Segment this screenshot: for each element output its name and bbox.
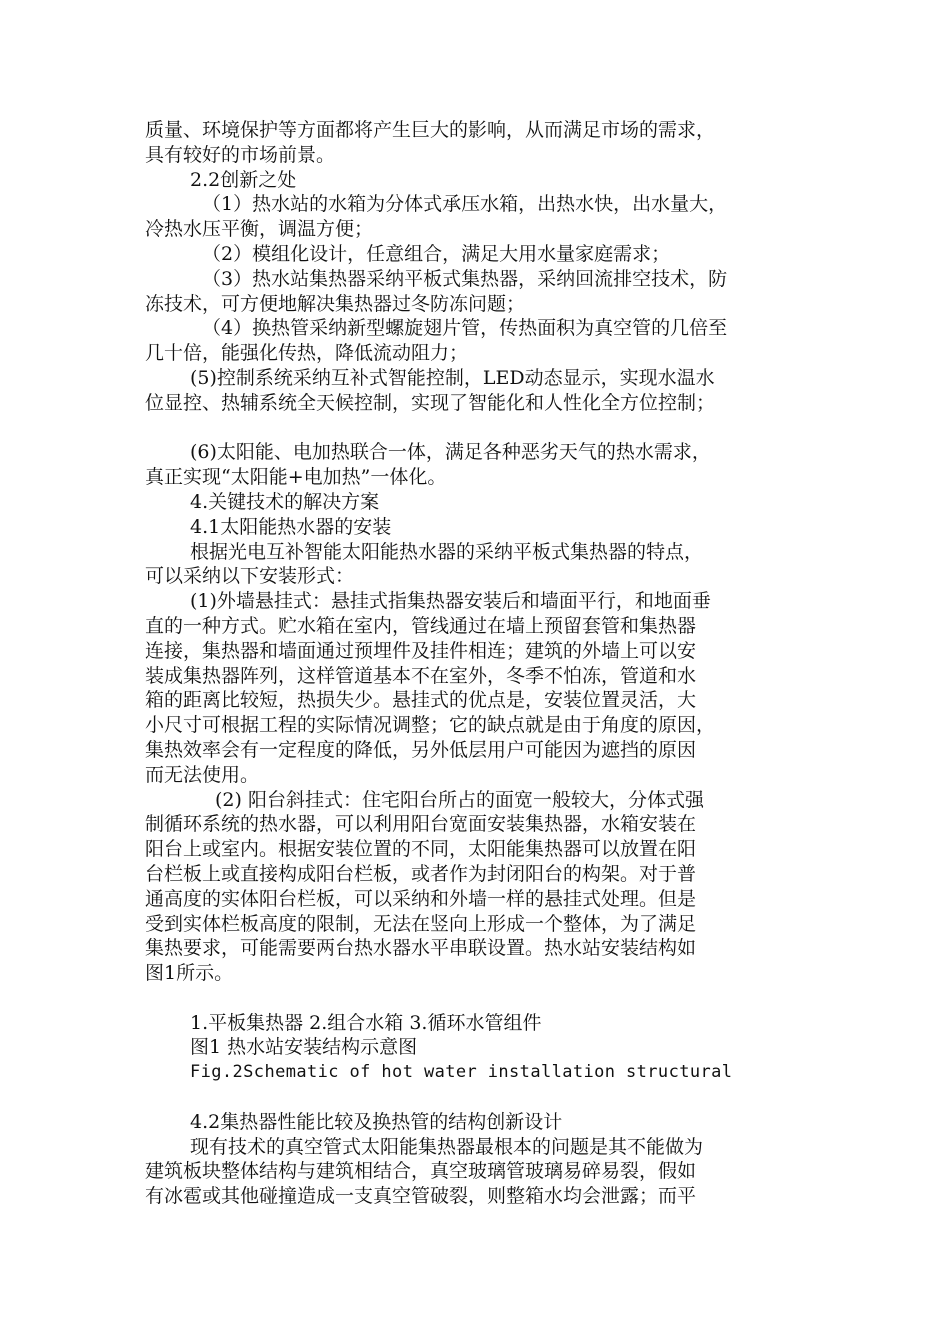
text-line: 冷热水压平衡，调温方便； [145, 218, 374, 241]
text-line: 而无法使用。 [145, 763, 260, 786]
list-item: (2) 阳台斜挂式：住宅阳台所占的面宽一般较大，分体式强 [215, 788, 704, 811]
blank-line [145, 416, 807, 441]
paragraph-start: 现有技术的真空管式太阳能集热器最根本的问题是其不能做为 [190, 1135, 704, 1158]
list-item: （1）热水站的水箱为分体式承压水箱，出热水快，出水量大， [202, 193, 728, 216]
list-item: （4）换热管采纳新型螺旋翅片管，传热面积为真空管的几倍至 [202, 317, 728, 340]
text-line: 受到实体栏板高度的限制，无法在竖向上形成一个整体，为了满足 [145, 912, 697, 935]
text-line: 阳台上或室内。根据安装位置的不同，太阳能集热器可以放置在阳 [145, 838, 697, 861]
blank-line [145, 986, 807, 1011]
list-item: (6)太阳能、电加热联合一体，满足各种恶劣天气的热水需求， [190, 441, 711, 464]
text-line: 几十倍，能强化传热，降低流动阻力； [145, 342, 469, 365]
text-line: 小尺寸可根据工程的实际情况调整；它的缺点就是由于角度的原因， [145, 714, 716, 737]
figure-caption: 图1 热水站安装结构示意图 [190, 1036, 418, 1059]
text-line: 图1所示。 [145, 962, 234, 985]
text-line: 台栏板上或直接构成阳台栏板，或者作为封闭阳台的构架。对于普 [145, 862, 697, 885]
list-item: （2）模组化设计，任意组合，满足大用水量家庭需求； [202, 242, 671, 265]
text-line: 建筑板块整体结构与建筑相结合，真空玻璃管玻璃易碎易裂，假如 [145, 1160, 697, 1183]
text-line: 可以采纳以下安装形式： [145, 565, 355, 588]
text-line: 真正实现“太阳能+电加热”一体化。 [145, 466, 447, 489]
text-line: 集热要求，可能需要两台热水器水平串联设置。热水站安装结构如 [145, 937, 697, 960]
list-item: (1)外墙悬挂式：悬挂式指集热器安装后和墙面平行，和地面垂 [190, 590, 711, 613]
text-line: 冻技术，可方便地解决集热器过冬防冻问题； [145, 292, 526, 315]
text-line: 通高度的实体阳台栏板，可以采纳和外墙一样的悬挂式处理。但是 [145, 887, 697, 910]
figure-caption-english: Fig.2Schematic of hot water installation structural [190, 1062, 733, 1083]
list-item: （3）热水站集热器采纳平板式集热器，采纳回流排空技术，防 [202, 267, 728, 290]
text-line: 集热效率会有一定程度的降低，另外低层用户可能因为遮挡的原因 [145, 738, 697, 761]
text-line: 具有较好的市场前景。 [145, 143, 336, 166]
text-line: 位显控、热辅系统全天候控制，实现了智能化和人性化全方位控制； [145, 391, 716, 414]
text-line: 有冰雹或其他碰撞造成一支真空管破裂，则整箱水均会泄露；而平 [145, 1185, 697, 1208]
document-page [145, 118, 807, 1209]
text-line: 制循环系统的热水器，可以利用阳台宽面安装集热器，水箱安装在 [145, 813, 697, 836]
text-line: 装成集热器阵列，这样管道基本不在室外，冬季不怕冻，管道和水 [145, 664, 697, 687]
blank-line [145, 1085, 807, 1110]
section-heading: 2.2创新之处 [190, 168, 297, 191]
text-line: 直的一种方式。贮水箱在室内，管线通过在墙上预留套管和集热器 [145, 614, 697, 637]
paragraph-start: 根据光电互补智能太阳能热水器的采纳平板式集热器的特点， [190, 540, 704, 563]
text-line: 箱的距离比较短，热损失少。悬挂式的优点是，安装位置灵活，大 [145, 689, 697, 712]
section-heading: 4.1太阳能热水器的安装 [190, 515, 392, 538]
list-item: (5)控制系统采纳互补式智能控制，LED动态显示，实现水温水 [190, 366, 715, 389]
section-heading: 4.2集热器性能比较及换热管的结构创新设计 [190, 1110, 563, 1133]
text-line: 质量、环境保护等方面都将产生巨大的影响，从而满足市场的需求， [145, 119, 716, 141]
figure-legend: 1.平板集热器 2.组合水箱 3.循环水管组件 [190, 1011, 542, 1034]
section-heading: 4.关键技术的解决方案 [190, 490, 380, 513]
text-line: 连接，集热器和墙面通过预埋件及挂件相连；建筑的外墙上可以安 [145, 639, 697, 662]
